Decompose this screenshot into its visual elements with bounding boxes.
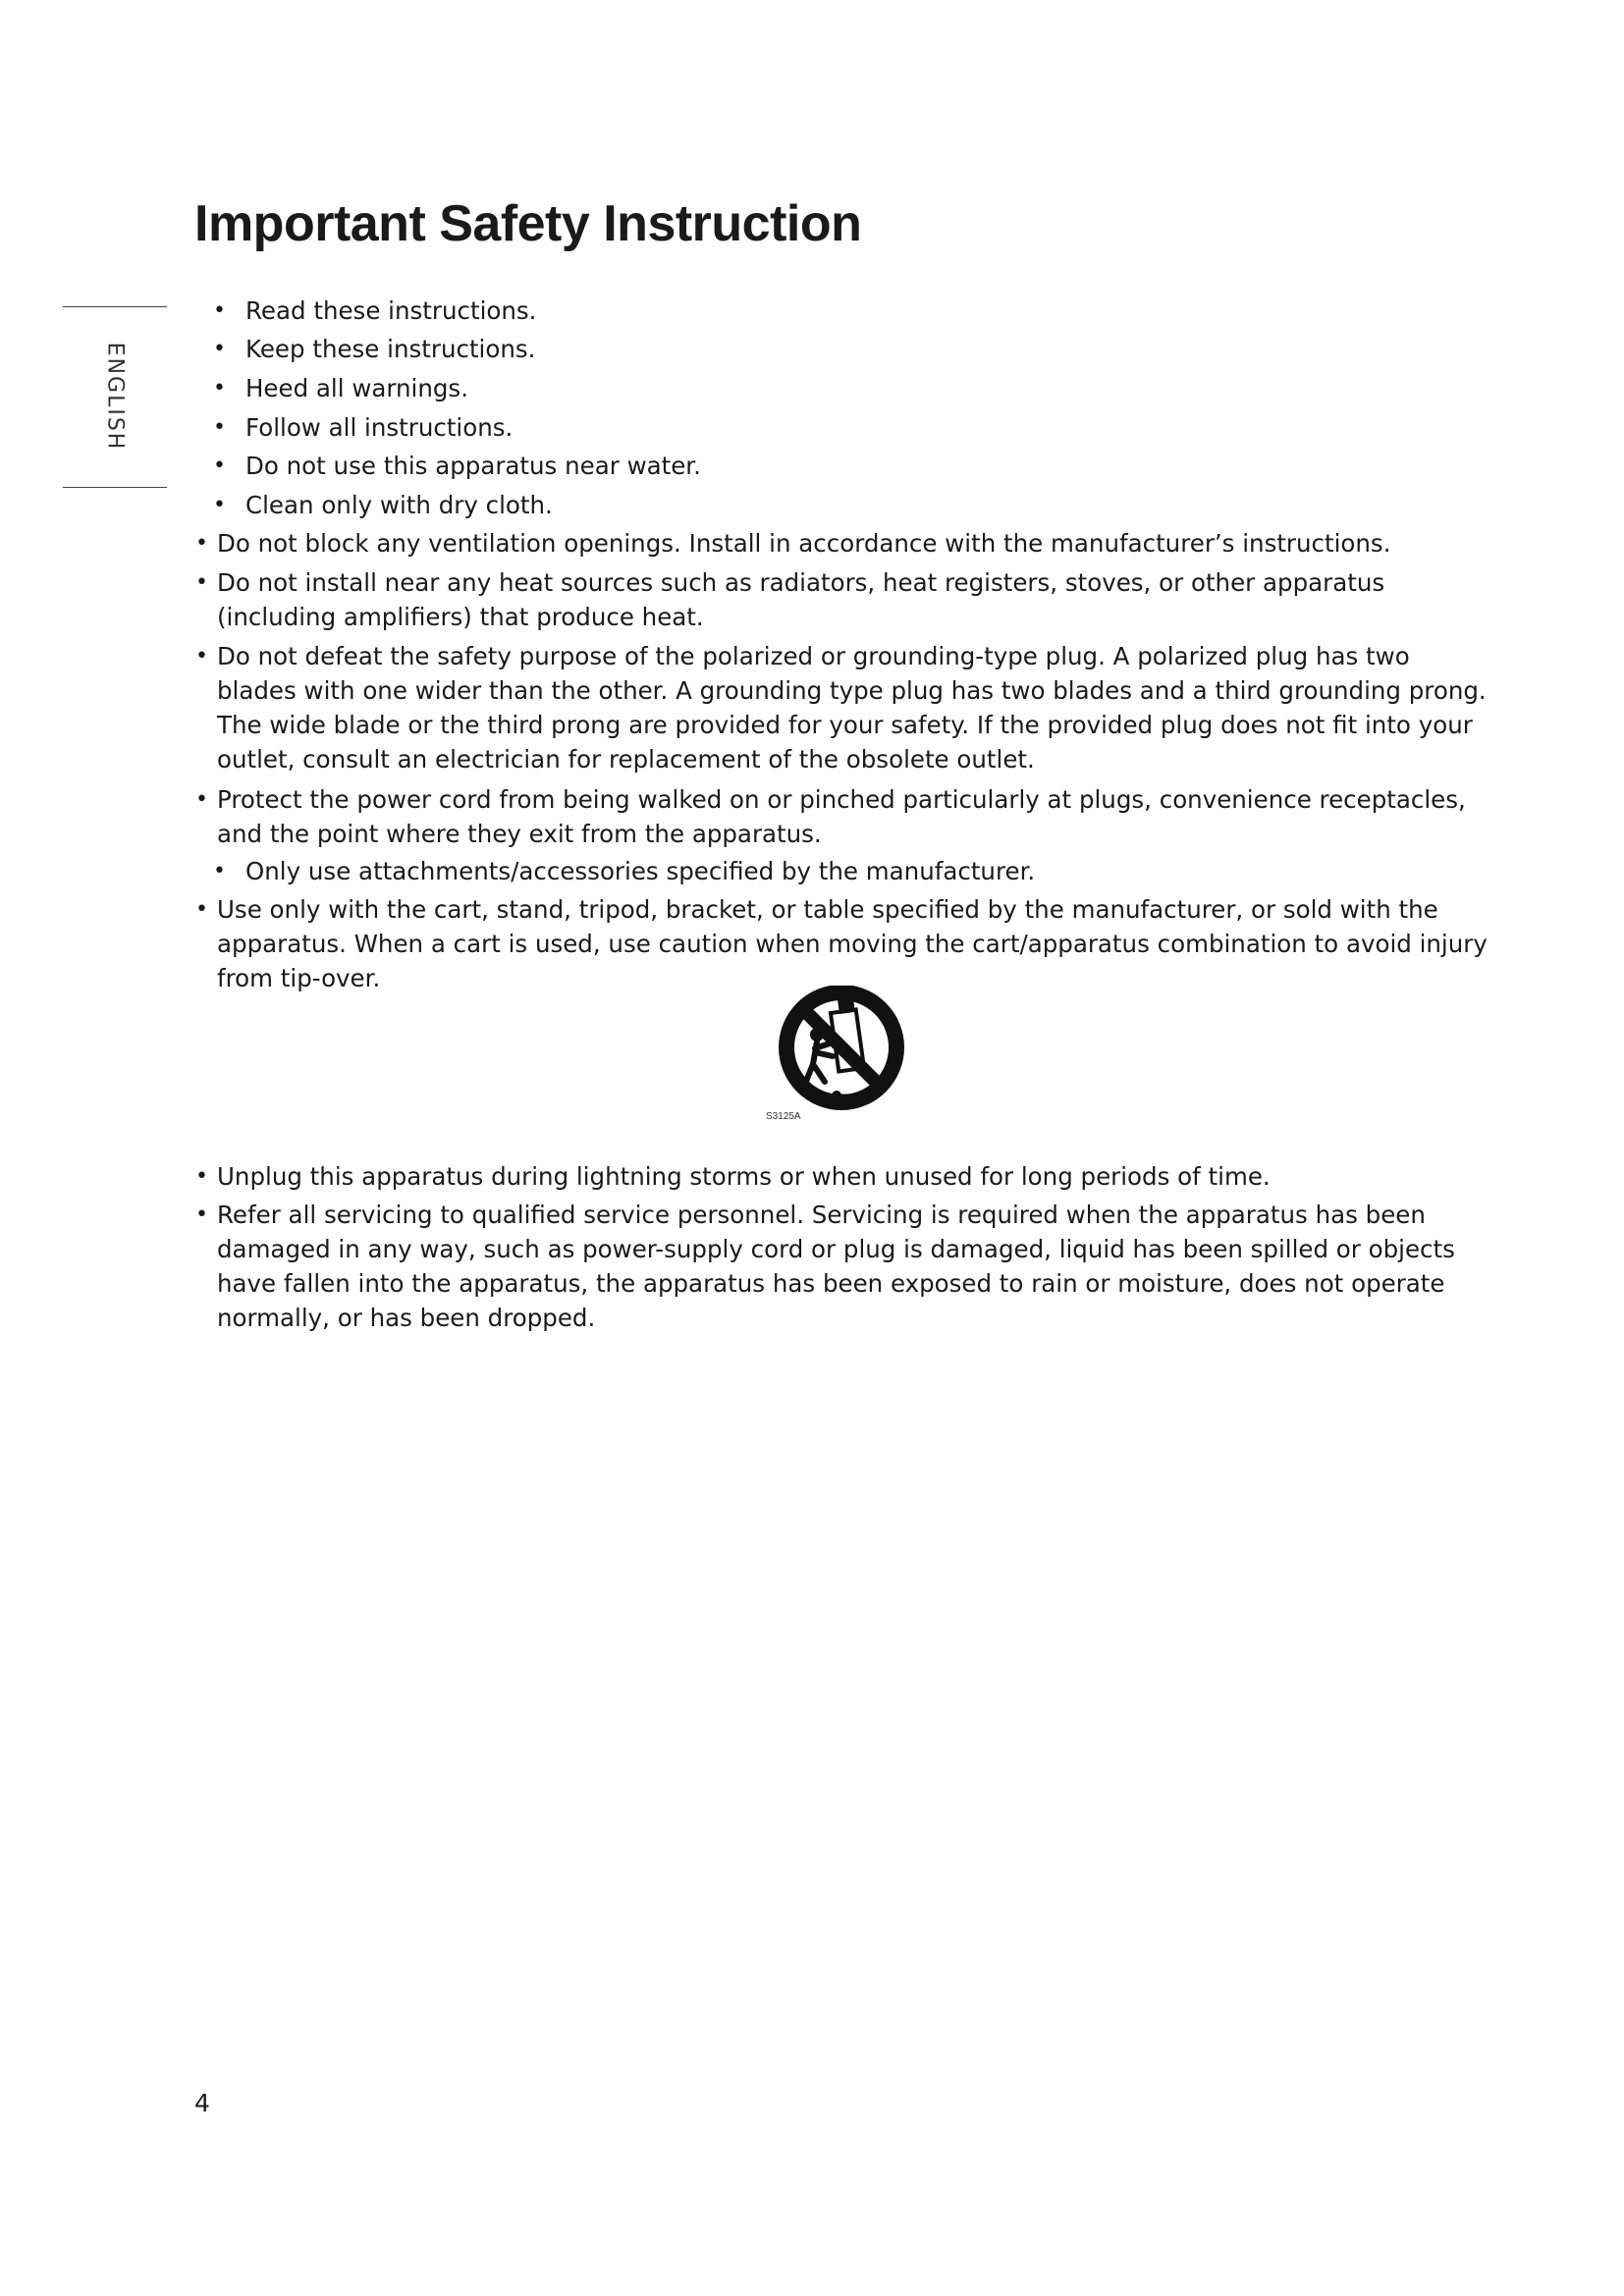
bullet-marker: •	[195, 1164, 208, 1189]
instruction-item-attachments	[213, 854, 1129, 888]
instruction-text: Unplug this apparatus during lightning storms or when unused for long periods of time.	[217, 1162, 1271, 1191]
bullet-marker: •	[213, 859, 226, 883]
instruction-item-lightning	[195, 1159, 1493, 1194]
cart-warning-code: S3125A	[766, 1111, 801, 1122]
page-title: Important Safety Instruction	[194, 195, 862, 252]
instruction-text: Clean only with dry cloth.	[245, 491, 553, 519]
instruction-item-cart	[195, 892, 1493, 995]
instruction-text: Only use attachments/accessories specified by the manufacturer.	[245, 857, 1036, 885]
instruction-text: Protect the power cord from being walked on or pinched particularly at plugs, convenience receptacles, and the point where they exit from the apparatus.	[217, 785, 1466, 848]
bullet-marker: •	[213, 415, 226, 440]
instruction-text: Heed all warnings.	[245, 374, 468, 402]
language-side-tab	[63, 306, 167, 487]
instruction-text: Do not block any ventilation openings. Install in accordance with the manufacturer’s instructions.	[217, 529, 1391, 558]
bullet-marker: •	[195, 1202, 208, 1227]
instruction-text: Do not defeat the safety purpose of the polarized or grounding-type plug. A polarized plug has two blades with one wider than the other. A grounding type plug has two blades and a third grounding prong. The wide blade or the third prong are provided for your safety. If the provided plug does not fit into your outlet, consult an electrician for replacement of the obsolete outlet.	[217, 642, 1487, 774]
bullet-marker: •	[195, 531, 208, 556]
instruction-text: Use only with the cart, stand, tripod, bracket, or table specified by the manufacturer, or sold with the apparatus. When a cart is used, use caution when moving the cart/apparatus combination to avoid injury from tip-over.	[217, 895, 1488, 992]
instruction-text: Keep these instructions.	[245, 335, 536, 363]
instruction-item-keep	[213, 332, 1129, 366]
page-number: 4	[194, 2089, 210, 2117]
bullet-marker: •	[213, 376, 226, 400]
instruction-text: Follow all instructions.	[245, 413, 514, 442]
instruction-item-servicing	[195, 1198, 1493, 1335]
instruction-item-water	[213, 449, 1129, 483]
instruction-item-power-cord	[195, 782, 1493, 851]
instruction-item-heed	[213, 371, 1129, 405]
instruction-text: Refer all servicing to qualified service personnel. Servicing is required when the apparatus has been damaged in any way, such as power-supply cord or plug is damaged, liquid has been spilled or objects have fallen into the apparatus, the apparatus has been exposed to rain or moisture, does not operate normally, or has been dropped.	[217, 1201, 1455, 1332]
instruction-item-read	[213, 294, 1129, 328]
instruction-item-plug	[195, 639, 1493, 776]
bullet-marker: •	[213, 337, 226, 361]
instruction-item-follow	[213, 410, 1129, 445]
no-cart-tip-over-icon	[768, 986, 915, 1131]
instruction-item-heat	[195, 565, 1493, 634]
instruction-text: Do not use this apparatus near water.	[245, 452, 701, 480]
language-label: ENGLISH	[102, 342, 128, 452]
instruction-item-ventilation	[195, 526, 1493, 561]
instruction-text: Read these instructions.	[245, 296, 537, 325]
instruction-item-clean	[213, 488, 1129, 522]
bullet-marker: •	[213, 493, 226, 517]
bullet-marker: •	[213, 454, 226, 478]
bullet-marker: •	[195, 570, 208, 595]
instruction-text: Do not install near any heat sources such as radiators, heat registers, stoves, or other apparatus (including amplifiers) that produce heat.	[217, 568, 1385, 631]
bullet-marker: •	[195, 897, 208, 922]
side-tab-top-rule	[63, 306, 167, 307]
bullet-marker: •	[213, 298, 226, 323]
bullet-marker: •	[195, 644, 208, 668]
side-tab-bottom-rule	[63, 487, 167, 488]
bullet-marker: •	[195, 787, 208, 812]
